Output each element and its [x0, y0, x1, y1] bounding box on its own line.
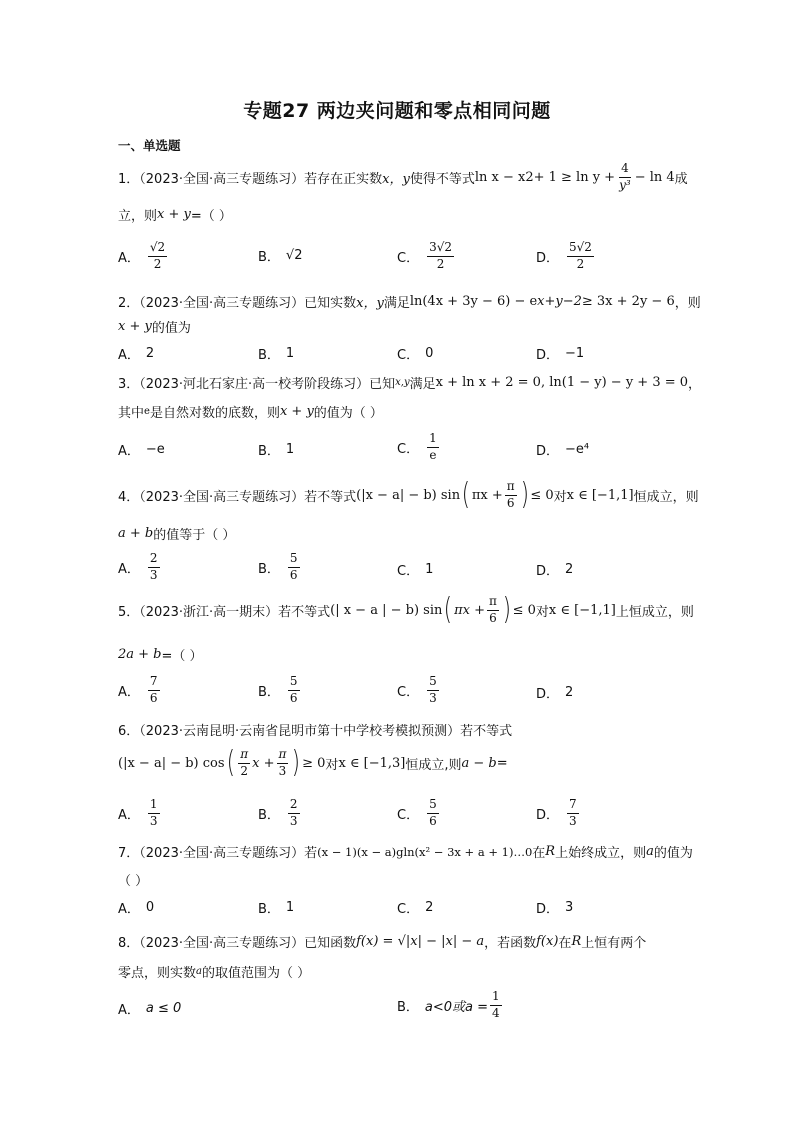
option-c[interactable]: C． $\frac{1}{e}$: [397, 431, 437, 462]
fraction: $\frac{4}{\text{y³}}$: [619, 161, 631, 192]
option-a[interactable]: A． $\frac{√2}{2}$: [118, 240, 166, 271]
option-a[interactable]: A． $\frac{1}{3}$: [118, 797, 158, 828]
question-1-line-1: 1．（2023·全国·高三专题练习）若存在正实数 x，y 使得不等式 ln x − x 2 + 1 ≥ ln y + $\frac{4}{\text{y³}}$ − ln 4 成: [118, 161, 688, 192]
option-c[interactable]: C． 0: [397, 346, 434, 363]
option-a[interactable]: A． −e: [118, 442, 165, 459]
question-2-line-1: 2．（2023·全国·高三专题练习）已知实数 x，y 满足 ln(4x + 3y − 6) − e x+y−2 ≥ 3x + 2y − 6 ，则: [118, 294, 701, 311]
option-b[interactable]: B． $\frac{5}{6}$: [258, 551, 298, 582]
question-3-line-1: 3．（2023·河北石家庄·高一校考阶段练习）已知 x,y 满足 x + ln x + 2 = 0, ln(1 − y) − y + 3 = 0 ，: [118, 375, 702, 392]
option-c[interactable]: C． 1: [397, 562, 434, 579]
question-7-line-1: 7．（2023·全国·高三专题练习）若 (x − 1)(x − a)gln(x² − 3x + a + 1)…0 在 R 上始终成立，则 a 的值为: [118, 844, 693, 861]
section-heading: 一、单选题: [118, 138, 181, 153]
option-a[interactable]: A． $\frac{7}{6}$: [118, 674, 158, 705]
option-a[interactable]: A． 2: [118, 346, 155, 363]
question-5-line-1: 5．（2023·浙江·高一期末）若不等式 (| x − a | − b) sin ( πx + $\frac{\pi}{6}$ ) ≤ 0 对 x ∈ [−1,1] 上恒成立，则: [118, 592, 694, 628]
option-d[interactable]: D． −1: [536, 346, 585, 363]
question-8-line-2: 零点，则实数 a 的取值范围为（ ）: [118, 966, 311, 981]
question-2-line-2: x + y 的值为: [118, 319, 191, 336]
question-6-line-1: 6．（2023·云南昆明·云南省昆明市第十中学校考模拟预测）若不等式: [118, 724, 513, 739]
option-b[interactable]: B． $\frac{5}{6}$: [258, 674, 298, 705]
option-c[interactable]: C． 2: [397, 900, 434, 917]
page-title: 专题27 两边夹问题和零点相同问题: [243, 100, 551, 122]
question-4-line-1: 4．（2023·全国·高三专题练习）若不等式 (|x − a| − b) sin ( πx + $\frac{\pi}{6}$ ) ≤ 0 对 x ∈ [−1,1] 恒成立，则: [118, 477, 699, 513]
question-5-line-2: 2a + b =（ ）: [118, 647, 203, 664]
question-8-line-1: 8．（2023·全国·高三专题练习）已知函数 f(x) = √|x| − |x| − a ，若函数 f(x) 在 R 上恒有两个: [118, 934, 647, 951]
option-a[interactable]: A． $\frac{2}{3}$: [118, 551, 158, 582]
option-b[interactable]: B． 1: [258, 900, 295, 917]
question-4-line-2: a + b 的值等于（ ）: [118, 526, 236, 543]
question-6-line-2: (|x − a| − b) cos ( $\frac{\pi}{2}$ x + $\frac{\pi}{3}$ ) ≥ 0 对 x ∈ [−1,3] 恒成立,则 a − b =: [118, 745, 508, 781]
option-d[interactable]: D． −e⁴: [536, 442, 590, 459]
option-c[interactable]: C． $\frac{5}{6}$: [397, 797, 437, 828]
option-d[interactable]: D． 3: [536, 900, 574, 917]
option-d[interactable]: D． 2: [536, 562, 574, 579]
option-d[interactable]: D． 2: [536, 685, 574, 702]
option-c[interactable]: C． $\frac{5}{3}$: [397, 674, 437, 705]
option-b[interactable]: B． 1: [258, 346, 295, 363]
option-b[interactable]: B． 1: [258, 442, 295, 459]
question-7-line-2: （ ）: [118, 874, 149, 889]
option-b[interactable]: B． $\frac{2}{3}$: [258, 797, 298, 828]
option-c[interactable]: C． $\frac{3√2}{2}$: [397, 240, 452, 271]
option-d[interactable]: D． $\frac{5√2}{2}$: [536, 240, 592, 271]
option-a[interactable]: A． 0: [118, 900, 155, 917]
option-d[interactable]: D． $\frac{7}{3}$: [536, 797, 577, 828]
option-a[interactable]: A． a ≤ 0: [118, 1001, 182, 1018]
option-b[interactable]: B． a<0或a = $\frac{1}{4}$: [397, 989, 500, 1020]
option-b[interactable]: B． √2: [258, 248, 303, 265]
question-3-line-2: 其中 e 是自然对数的底数，则 x + y 的值为（ ）: [118, 404, 383, 421]
question-1-line-2: 立，则 x + y =（ ）: [118, 207, 232, 224]
